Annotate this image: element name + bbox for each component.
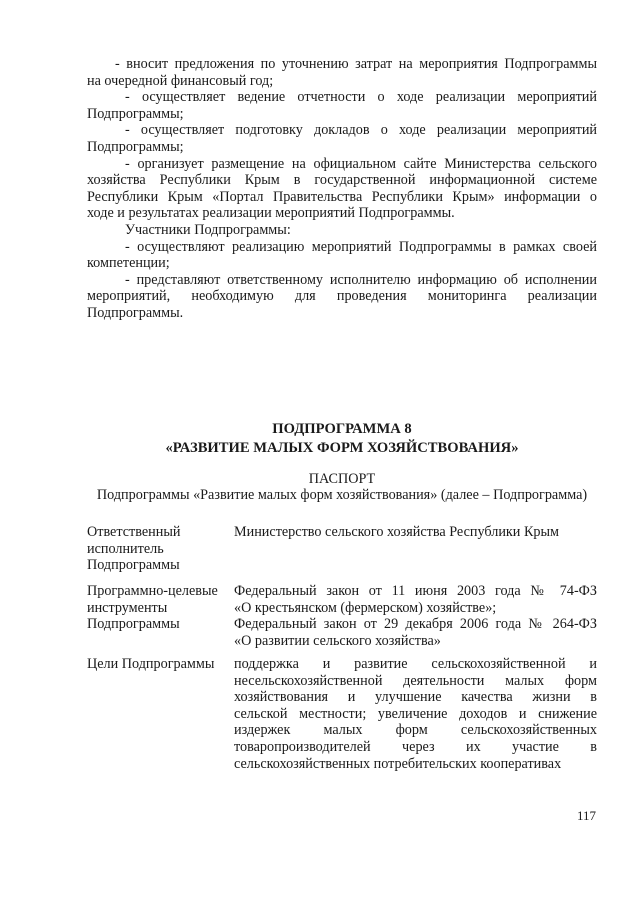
text-line: Подпрограммы. bbox=[87, 304, 184, 321]
passport-subtitle: Подпрограммы «Развитие малых форм хозяйствования» (далее – Подпрограмма) bbox=[96, 487, 588, 503]
text-line: - представляют ответственному исполнителю информацию об исполнении bbox=[125, 271, 597, 288]
text-line: - осуществляет ведение отчетности о ходе реализации мероприятий bbox=[125, 89, 597, 106]
label-line: исполнитель bbox=[87, 540, 164, 557]
value-line: поддержка и развитие сельскохозяйственной и bbox=[234, 656, 597, 672]
value-line: Министерство сельского хозяйства Республики Крым bbox=[234, 524, 560, 540]
label-line: Ответственный bbox=[87, 524, 181, 540]
passport-row-label bbox=[87, 583, 227, 633]
passport-row-label bbox=[87, 524, 227, 574]
text-line: на очередной финансовый год; bbox=[87, 72, 274, 89]
label-line: Подпрограммы bbox=[87, 616, 180, 633]
text-line: хозяйства Республики Крым в государственной информационной системе bbox=[87, 172, 597, 189]
subprogram-title bbox=[87, 420, 597, 458]
text-line: Участники Подпрограммы: bbox=[125, 221, 291, 238]
page-number: 117 bbox=[576, 808, 596, 823]
text-line: - вносит предложения по уточнению затрат на мероприятия Подпрограммы bbox=[115, 56, 597, 72]
subprogram-title-line2: «РАЗВИТИЕ МАЛЫХ ФОРМ ХОЗЯЙСТВОВАНИЯ» bbox=[165, 440, 519, 456]
text-line: компетенции; bbox=[87, 255, 170, 272]
text-line: - осуществляет подготовку докладов о ходе реализации мероприятий bbox=[125, 122, 597, 139]
value-line: Федеральный закон от 29 декабря 2006 года № 264-ФЗ bbox=[234, 616, 597, 633]
intro-text bbox=[87, 56, 597, 322]
label-line: Программно-целевые bbox=[87, 583, 218, 599]
passport-label: ПАСПОРТ bbox=[308, 471, 376, 487]
text-line: - организует размещение на официальном сайте Министерства сельского bbox=[125, 155, 597, 172]
value-line: Федеральный закон от 11 июня 2003 года № 74-ФЗ bbox=[234, 583, 597, 599]
text-line: Подпрограммы; bbox=[87, 138, 184, 155]
label-line: инструменты bbox=[87, 599, 168, 616]
text-line: мероприятий, необходимую для проведения мониторинга реализации bbox=[87, 288, 597, 305]
value-line: товаропроизводителей через их участие в bbox=[234, 738, 597, 755]
passport-row-value bbox=[234, 583, 597, 649]
value-line: сельской местности; увеличение доходов и снижение bbox=[234, 705, 597, 722]
value-line: издержек малых форм сельскохозяйственных bbox=[234, 722, 597, 739]
text-line: Республики Крым «Портал Правительства Республики Крым» информации о bbox=[87, 188, 597, 205]
value-line: сельскохозяйственных потребительских кооперативах bbox=[234, 755, 562, 772]
label-line: Подпрограммы bbox=[87, 557, 180, 574]
passport-row-label bbox=[87, 656, 227, 673]
text-line: - осуществляют реализацию мероприятий Подпрограммы в рамках своей bbox=[125, 238, 597, 255]
passport-row-value bbox=[234, 524, 597, 541]
value-line: «О развитии сельского хозяйства» bbox=[234, 632, 441, 649]
label-line: Цели Подпрограммы bbox=[87, 656, 215, 672]
value-line: «О крестьянском (фермерском) хозяйстве»; bbox=[234, 599, 497, 616]
text-line: Подпрограммы; bbox=[87, 105, 184, 122]
passport-row-value bbox=[234, 656, 597, 772]
value-line: несельскохозяйственной деятельности малых форм bbox=[234, 672, 597, 689]
subprogram-title-line1: ПОДПРОГРАММА 8 bbox=[272, 421, 412, 437]
text-line: ходе и результатах реализации мероприятий Подпрограммы. bbox=[87, 205, 455, 222]
value-line: хозяйствования и улучшение качества жизни в bbox=[234, 689, 597, 706]
